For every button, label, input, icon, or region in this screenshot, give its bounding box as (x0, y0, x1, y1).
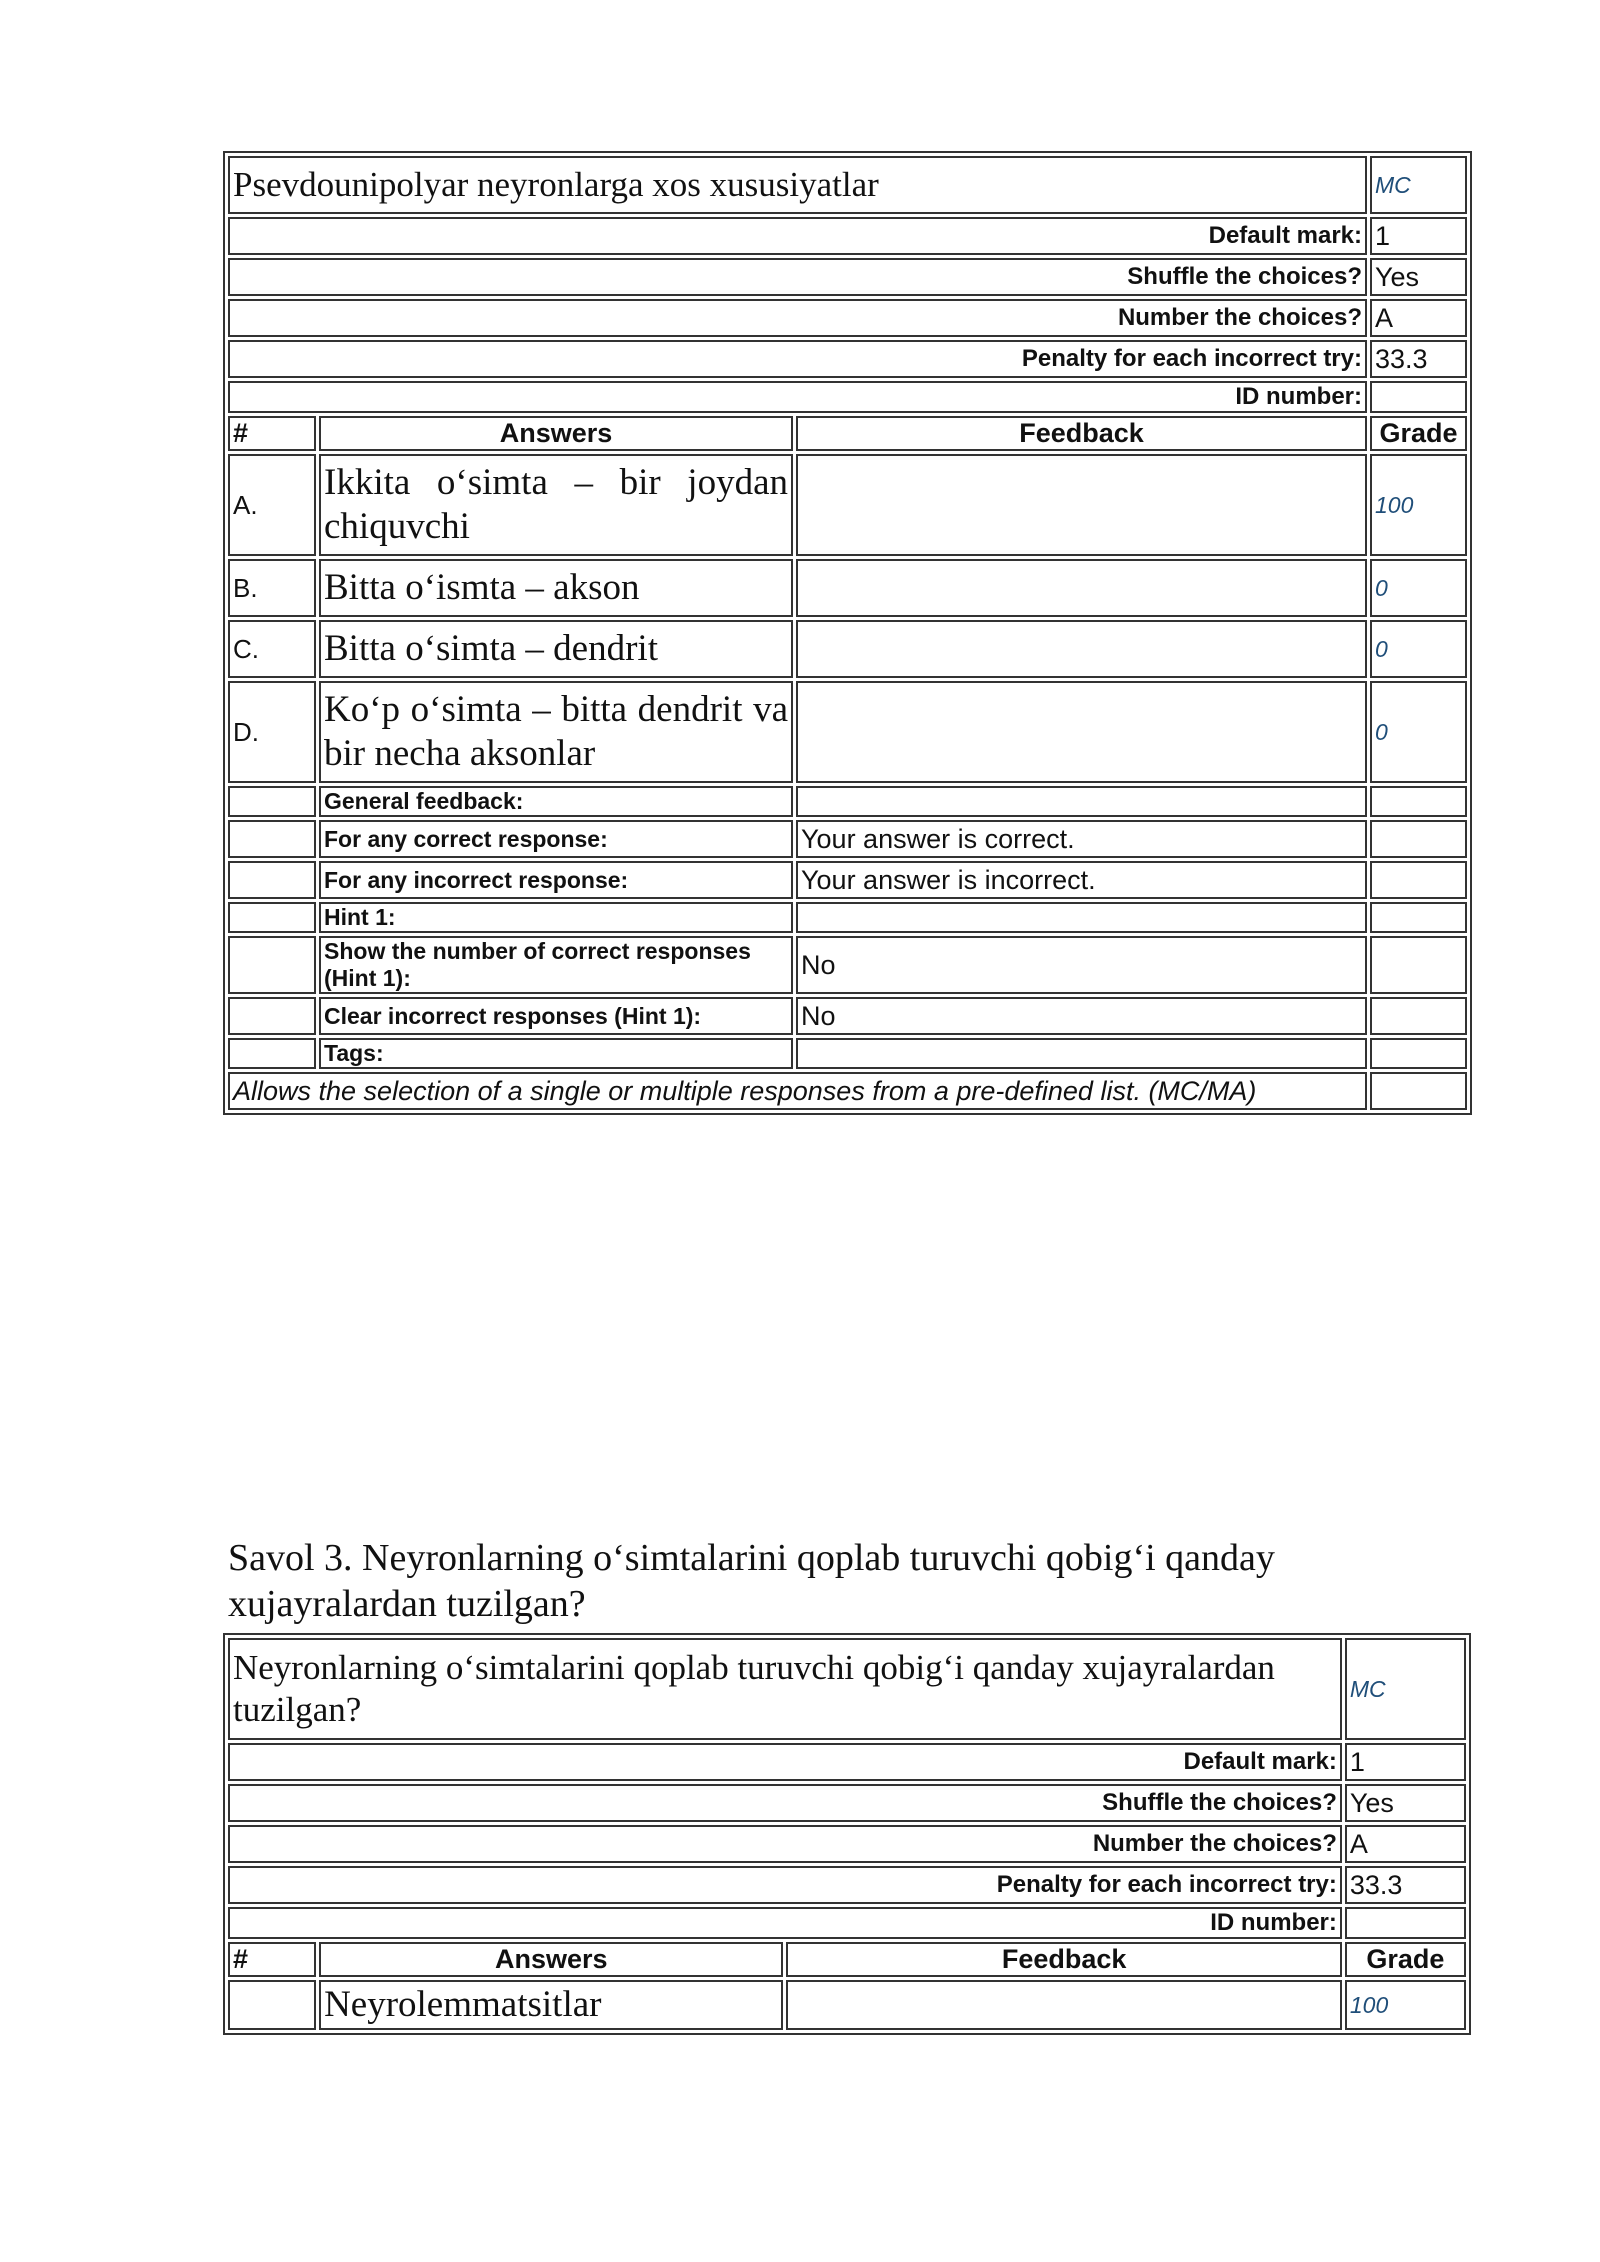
number-choices-label: Number the choices? (228, 299, 1367, 337)
default-mark-label: Default mark: (228, 217, 1367, 255)
answer-letter: A. (228, 454, 316, 556)
header-num: # (228, 1942, 316, 1977)
shuffle-choices-label: Shuffle the choices? (228, 1784, 1342, 1822)
incorrect-response-label: For any incorrect response: (319, 861, 793, 899)
question-table-1 (223, 151, 1472, 1115)
answer-feedback (786, 1980, 1341, 2030)
answer-text: Ikkita o‘simta – bir joydan chiquvchi (319, 454, 793, 556)
question-table-2 (223, 1633, 1471, 2035)
header-answers: Answers (319, 1942, 783, 1977)
number-choices-value: A (1345, 1825, 1466, 1863)
header-grade: Grade (1345, 1942, 1466, 1977)
number-choices-value: A (1370, 299, 1467, 337)
answer-text: Bitta o‘simta – dendrit (319, 620, 793, 678)
id-number-value (1345, 1907, 1466, 1939)
feedback-row (228, 1038, 1467, 1069)
header-feedback: Feedback (796, 416, 1367, 451)
penalty-value: 33.3 (1370, 340, 1467, 378)
id-number-label: ID number: (228, 1907, 1342, 1939)
clear-incorrect-label: Clear incorrect responses (Hint 1): (319, 997, 793, 1035)
hint-value (796, 902, 1367, 933)
tags-value (796, 1038, 1367, 1069)
correct-response-label: For any correct response: (319, 820, 793, 858)
shuffle-choices-value: Yes (1370, 258, 1467, 296)
answer-letter: B. (228, 559, 316, 617)
answer-letter: D. (228, 681, 316, 783)
answer-feedback (796, 620, 1367, 678)
incorrect-response-value: Your answer is incorrect. (796, 861, 1367, 899)
answer-row (228, 1980, 1466, 2030)
answer-feedback (796, 681, 1367, 783)
answer-row (228, 681, 1467, 783)
header-grade: Grade (1370, 416, 1467, 451)
shuffle-choices-value: Yes (1345, 1784, 1466, 1822)
number-choices-label: Number the choices? (228, 1825, 1342, 1863)
show-correct-count-label: Show the number of correct responses (Hint 1): (319, 936, 793, 994)
penalty-label: Penalty for each incorrect try: (228, 1866, 1342, 1904)
feedback-row (228, 786, 1467, 817)
feedback-row (228, 997, 1467, 1035)
answer-grade: 0 (1370, 559, 1467, 617)
answer-grade: 100 (1370, 454, 1467, 556)
question-heading: Savol 3. Neyronlarning o‘simtalarini qoplab turuvchi qobig‘i qanday xujayralardan tuzilgan? (228, 1537, 1275, 1625)
answer-grade: 0 (1370, 620, 1467, 678)
id-number-label: ID number: (228, 381, 1367, 413)
question-type: MC (1370, 156, 1467, 214)
question-type: MC (1345, 1638, 1466, 1740)
feedback-row (228, 936, 1467, 994)
header-answers: Answers (319, 416, 793, 451)
penalty-value: 33.3 (1345, 1866, 1466, 1904)
tags-label: Tags: (319, 1038, 793, 1069)
answer-letter (228, 1980, 316, 2030)
answer-text: Ko‘p o‘simta – bitta dendrit va bir necha aksonlar (319, 681, 793, 783)
feedback-row (228, 820, 1467, 858)
default-mark-value: 1 (1345, 1743, 1466, 1781)
question-title: Psevdounipolyar neyronlarga xos xususiyatlar (228, 156, 1367, 214)
penalty-label: Penalty for each incorrect try: (228, 340, 1367, 378)
answer-feedback (796, 454, 1367, 556)
answer-row (228, 559, 1467, 617)
answer-grade: 100 (1345, 1980, 1466, 2030)
header-num: # (228, 416, 316, 451)
default-mark-value: 1 (1370, 217, 1467, 255)
feedback-row (228, 902, 1467, 933)
general-feedback-label: General feedback: (319, 786, 793, 817)
answer-text: Bitta o‘ismta – akson (319, 559, 793, 617)
general-feedback-value (796, 786, 1367, 817)
feedback-row (228, 861, 1467, 899)
question-type-description: Allows the selection of a single or multiple responses from a pre-defined list. (MC/MA) (228, 1072, 1367, 1110)
show-correct-count-value: No (796, 936, 1367, 994)
clear-incorrect-value: No (796, 997, 1367, 1035)
id-number-value (1370, 381, 1467, 413)
answer-row (228, 454, 1467, 556)
answer-grade: 0 (1370, 681, 1467, 783)
correct-response-value: Your answer is correct. (796, 820, 1367, 858)
header-feedback: Feedback (786, 1942, 1341, 1977)
answer-letter: C. (228, 620, 316, 678)
shuffle-choices-label: Shuffle the choices? (228, 258, 1367, 296)
answer-text: Neyrolemmatsitlar (319, 1980, 783, 2030)
default-mark-label: Default mark: (228, 1743, 1342, 1781)
answer-feedback (796, 559, 1367, 617)
question-title: Neyronlarning o‘simtalarini qoplab turuvchi qobig‘i qanday xujayralardan tuzilgan? (228, 1638, 1342, 1740)
hint-label: Hint 1: (319, 902, 793, 933)
answer-row (228, 620, 1467, 678)
